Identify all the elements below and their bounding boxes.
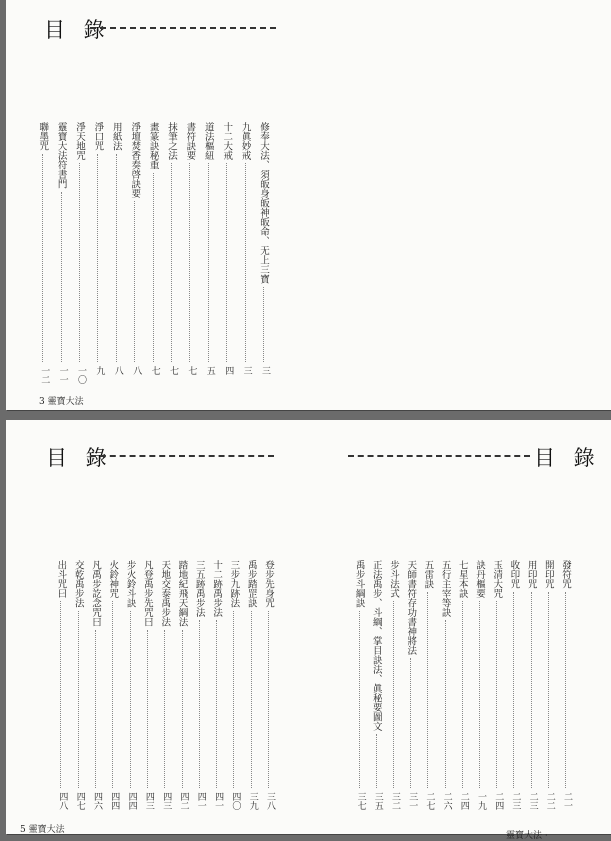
dot-leader [78, 611, 79, 788]
dot-leader [208, 163, 209, 362]
page-number: 一九 [476, 792, 486, 810]
page-number: 二三 [510, 792, 521, 810]
page-number: 四八 [57, 792, 68, 810]
page-number: 八 [131, 366, 142, 375]
toc-entry: 開印咒 [542, 560, 554, 589]
dot-leader [513, 592, 514, 788]
dot-leader [116, 154, 117, 362]
page-number: 七 [149, 366, 160, 375]
dot-leader [359, 611, 360, 788]
toc-entry: 步斗法式 [388, 560, 399, 598]
toc-entry: 天地交泰禹步法 [159, 560, 171, 627]
dot-leader [496, 601, 497, 788]
page-number: 一〇 [76, 366, 86, 384]
page-number: 三一 [407, 792, 418, 810]
page-number: 三五 [372, 792, 383, 810]
page-number: 三 [241, 366, 252, 375]
toc-entry: 淨口咒 [92, 122, 104, 151]
dot-leader [226, 163, 227, 362]
toc-entry: 訣丹樞要 [474, 560, 485, 598]
toc-entry: 凡登禹步先咒曰 [141, 560, 153, 627]
dot-leader [199, 620, 200, 788]
toc-entry: 抹筆之法 [166, 122, 177, 160]
toc-entry: 淨壇焚香奏啓訣要 [129, 122, 141, 198]
toc-entry: 凡禹步訖念咒曰 [90, 560, 101, 627]
page-number: 四一 [195, 792, 206, 810]
page-number: 四四 [126, 792, 137, 810]
toc-title-right: 目 錄 [534, 446, 601, 470]
toc-entry: 九眞妙戒 [239, 122, 251, 160]
page-number: 四一 [213, 792, 224, 810]
toc-entry: 收印咒 [508, 560, 520, 589]
page-number: 二七 [424, 792, 435, 810]
toc-entry: 出斗咒曰 [55, 560, 67, 598]
toc-entry: 用印咒 [525, 560, 537, 589]
page-number: 八 [112, 366, 123, 375]
dot-leader [171, 163, 172, 362]
toc-entry: 書符訣要 [184, 122, 196, 160]
dot-leader [134, 201, 135, 362]
page-number: 四四 [109, 792, 120, 810]
dot-leader [251, 611, 252, 788]
dot-leader [216, 620, 217, 788]
dot-leader [462, 601, 463, 788]
toc-entry: 靈寶大法符書門 [55, 122, 67, 189]
page-top [6, 0, 611, 410]
page-footer-right: 靈寶大法 · [506, 831, 548, 841]
toc-entry: 正法禹步、斗綱、掌目訣法、眞秘要圖文 [370, 560, 382, 731]
page-footer-left: 5 靈寶大法 [20, 825, 65, 835]
dot-leader [153, 173, 154, 362]
dot-leader [531, 592, 532, 788]
toc-entry: 火鈴神咒 [107, 560, 119, 598]
toc-entry: 用紙法 [110, 122, 122, 151]
dot-leader [479, 601, 480, 788]
toc-entry: 道法樞紐 [202, 122, 214, 160]
toc-entry: 禹步踏罡訣 [245, 560, 257, 608]
toc-entry: 五行主宰等訣 [439, 560, 451, 617]
page-number: 四六 [92, 792, 102, 810]
page-number: 四三 [143, 792, 154, 810]
dot-leader [376, 734, 377, 788]
page-number: 九 [94, 366, 105, 375]
toc-entry: 畫篆訣秘重 [147, 122, 159, 170]
dot-leader [164, 630, 165, 788]
toc-entry: 天師書符存功書神將法 [405, 560, 417, 655]
toc-entry: 淨天地咒 [74, 122, 85, 160]
toc-entry: 交乾禹步法 [72, 560, 84, 608]
page-number: 二一 [562, 792, 572, 810]
page-number: 三七 [355, 792, 366, 810]
toc-entry: 登步先身咒 [263, 560, 274, 608]
toc-title: 目 錄 [44, 18, 111, 42]
dot-leader [548, 592, 549, 788]
dot-leader [263, 287, 264, 362]
dot-leader [268, 611, 269, 788]
dot-leader [189, 163, 190, 362]
title-rule-right [348, 455, 530, 457]
toc-entry: 玉清大咒 [491, 560, 503, 598]
toc-entry: 聯墨咒 [37, 122, 49, 151]
dot-leader [97, 154, 98, 362]
dot-leader [42, 154, 43, 362]
page-footer: 3 靈寶大法 [39, 397, 84, 407]
dot-leader [427, 592, 428, 788]
page-number: 四七 [74, 792, 85, 810]
page-number: 二四 [493, 792, 504, 810]
dot-leader [60, 601, 61, 788]
page-number: 四二 [178, 792, 189, 810]
dot-leader [393, 601, 394, 788]
page-number: 四三 [161, 792, 172, 810]
dot-leader [233, 611, 234, 788]
page-number: 三九 [247, 792, 258, 810]
toc-entry: 五雷訣 [422, 560, 434, 589]
dot-leader [445, 620, 446, 788]
page-number: 三八 [265, 792, 275, 810]
page-number: 一一 [57, 366, 68, 384]
dot-leader [79, 163, 80, 362]
page-number: 五 [204, 366, 215, 375]
dot-leader [410, 658, 411, 788]
dot-leader [565, 592, 566, 788]
page-number: 二六 [441, 792, 452, 810]
title-rule-left [90, 455, 274, 457]
page-number: 四 [223, 366, 234, 375]
toc-entry: 踏地紀飛天綱法 [176, 560, 188, 627]
page-number: 三 [260, 366, 270, 375]
toc-entry: 三五跡禹步法 [193, 560, 205, 617]
toc-entry: 發符咒 [560, 560, 571, 589]
toc-title-left: 目 錄 [46, 446, 113, 470]
dot-leader [182, 630, 183, 788]
toc-entry: 十二大戒 [221, 122, 233, 160]
page-number: 二四 [458, 792, 469, 810]
dot-leader [130, 611, 131, 788]
page-number: 三二 [390, 792, 400, 810]
dot-leader [147, 630, 148, 788]
toc-entry: 十二跡禹步法 [211, 560, 223, 617]
dot-leader [61, 192, 62, 362]
toc-entry: 修奉大法、須皈身皈神皈命、无上三寶 [258, 122, 269, 284]
toc-entry: 步火鈴斗訣 [124, 560, 136, 608]
dot-leader [245, 163, 246, 362]
page-bottom [6, 420, 611, 841]
page-number: 四〇 [230, 792, 241, 810]
dot-leader [112, 601, 113, 788]
page-number: 七 [168, 366, 178, 375]
toc-entry: 禹步斗綱訣 [353, 560, 365, 608]
page-number: 二二 [544, 792, 555, 810]
dot-leader [95, 630, 96, 788]
page-number: 二三 [527, 792, 538, 810]
page-number: 七 [186, 366, 197, 375]
toc-entry: 七星本訣 [456, 560, 468, 598]
toc-entry: 三步九跡法 [228, 560, 240, 608]
title-rule [90, 27, 276, 29]
page-number: 一二 [39, 366, 50, 384]
